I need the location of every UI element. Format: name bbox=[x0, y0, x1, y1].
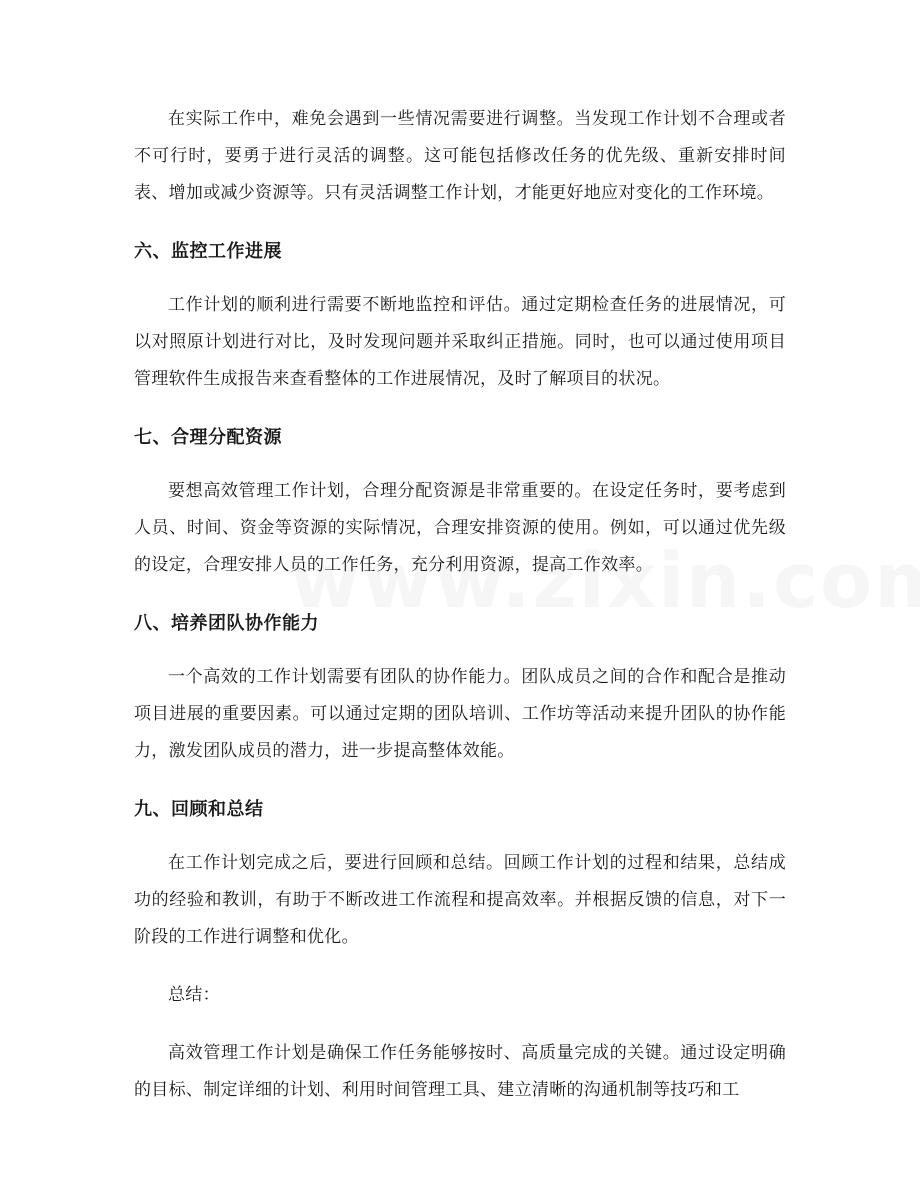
paragraph-allocate-resources: 要想高效管理工作计划，合理分配资源是非常重要的。在设定任务时，要考虑到人员、时间、资金等资源的实际情况，合理安排资源的使用。例如，可以通过优先级的设定，合理安排人员的工作任务，充分利用资源，提高工作效率。 bbox=[134, 481, 786, 575]
paragraph-review-summary: 在工作计划完成之后，要进行回顾和总结。回顾工作计划的过程和结果，总结成功的经验和教训，有助于不断改进工作流程和提高效率。并根据反馈的信息，对下一阶段的工作进行调整和优化。 bbox=[134, 853, 786, 947]
paragraph-adjust-plan: 在实际工作中，难免会遇到一些情况需要进行调整。当发现工作计划不合理或者不可行时，要勇于进行灵活的调整。这可能包括修改任务的优先级、重新安排时间表、增加或减少资源等。只有灵活调整工作计划，才能更好地应对变化的工作环境。 bbox=[134, 109, 786, 203]
paragraph-summary: 高效管理工作计划是确保工作任务能够按时、高质量完成的关键。通过设定明确的目标、制定详细的计划、利用时间管理工具、建立清晰的沟通机制等技巧和工 bbox=[134, 1043, 786, 1100]
heading-review-summary: 九、回顾和总结 bbox=[134, 799, 264, 820]
heading-team-collaboration: 八、培养团队协作能力 bbox=[134, 613, 319, 634]
paragraph-team-collaboration: 一个高效的工作计划需要有团队的协作能力。团队成员之间的合作和配合是推动项目进展的重要因素。可以通过定期的团队培训、工作坊等活动来提升团队的协作能力，激发团队成员的潜力，进一步提高整体效能。 bbox=[134, 667, 786, 761]
heading-monitor-progress: 六、监控工作进展 bbox=[134, 241, 282, 262]
summary-label: 总结： bbox=[168, 985, 220, 1005]
heading-allocate-resources: 七、合理分配资源 bbox=[134, 427, 282, 448]
paragraph-monitor-progress: 工作计划的顺利进行需要不断地监控和评估。通过定期检查任务的进展情况，可以对照原计划进行对比，及时发现问题并采取纠正措施。同时，也可以通过使用项目管理软件生成报告来查看整体的工作进展情况，及时了解项目的状况。 bbox=[134, 295, 786, 389]
document-body bbox=[134, 101, 786, 1109]
